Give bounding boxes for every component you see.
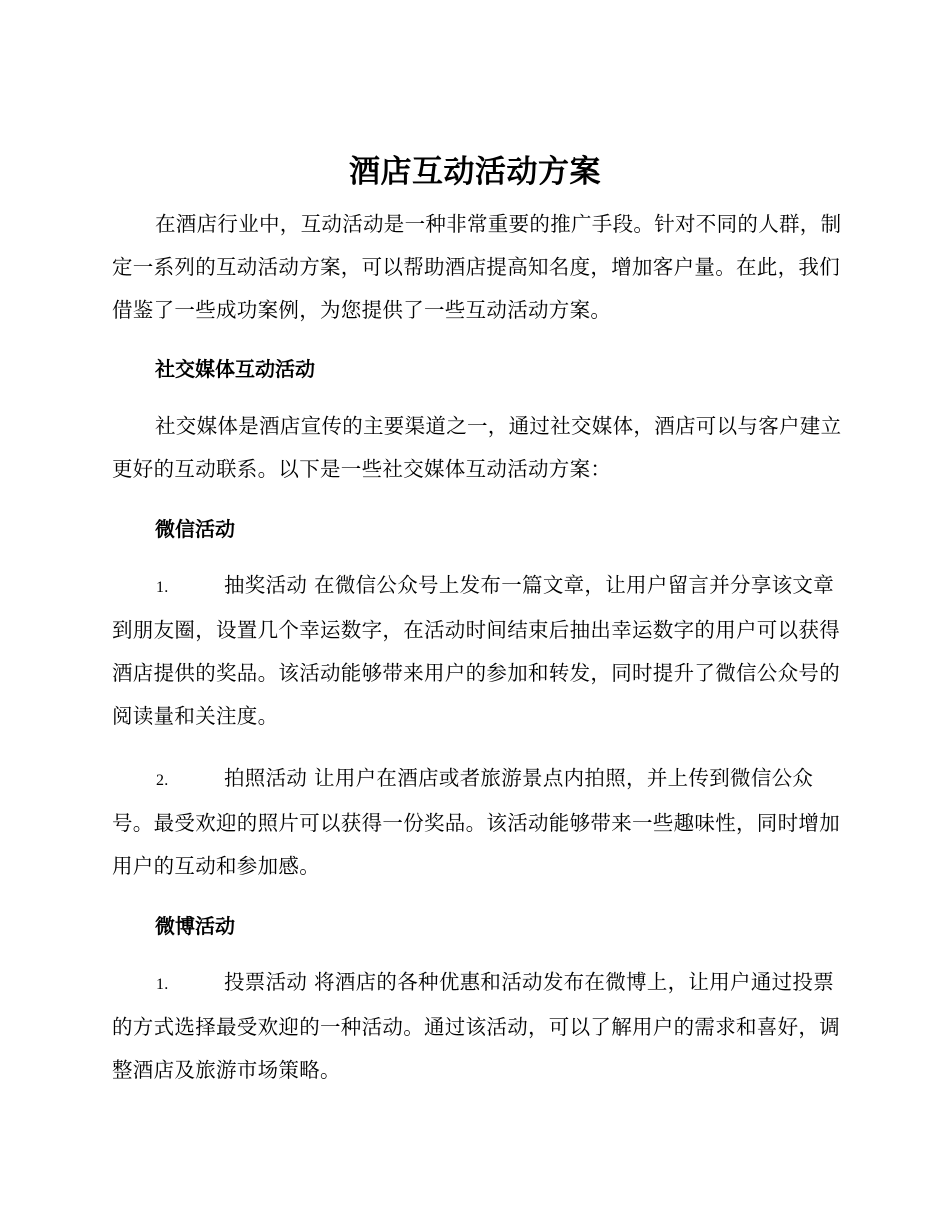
weibo-list-item-1 (112, 961, 852, 1092)
section-heading-social-media: 社交媒体互动活动 (155, 357, 315, 381)
intro-paragraph: 在酒店行业中，互动活动是一种非常重要的推广手段。针对不同的人群，制定一系列的互动活动方案，可以帮助酒店提高知名度，增加客户量。在此，我们借鉴了一些成功案例，为您提供了一些互动活动方案。 (112, 212, 842, 322)
wechat-list-item-2 (112, 757, 852, 888)
social-media-paragraph: 社交媒体是酒店宣传的主要渠道之一，通过社交媒体，酒店可以与客户建立更好的互动联系。以下是一些社交媒体互动活动方案： (112, 414, 842, 481)
list-item-number: 2. (156, 772, 169, 789)
list-item-number: 1. (156, 976, 169, 993)
list-item-number: 1. (156, 579, 169, 596)
list-item-text: 投票活动 将酒店的各种优惠和活动发布在微博上，让用户通过投票的方式选择最受欢迎的一种活动。通过该活动，可以了解用户的需求和喜好，调整酒店及旅游市场策略。 (112, 970, 840, 1082)
list-item-text: 抽奖活动 在微信公众号上发布一篇文章，让用户留言并分享该文章到朋友圈，设置几个幸运数字，在活动时间结束后抽出幸运数字的用户可以获得酒店提供的奖品。该活动能够带来用户的参加和转发，同时提升了微信公众号的阅读量和关注度。 (112, 573, 840, 728)
document-title: 酒店互动活动方案 (349, 154, 601, 190)
list-item-text: 拍照活动 让用户在酒店或者旅游景点内拍照，并上传到微信公众号。最受欢迎的照片可以获得一份奖品。该活动能够带来一些趣味性，同时增加用户的互动和参加感。 (112, 766, 840, 878)
wechat-list-item-1 (112, 564, 852, 738)
section-heading-wechat: 微信活动 (155, 517, 235, 541)
section-heading-weibo: 微博活动 (155, 914, 235, 938)
